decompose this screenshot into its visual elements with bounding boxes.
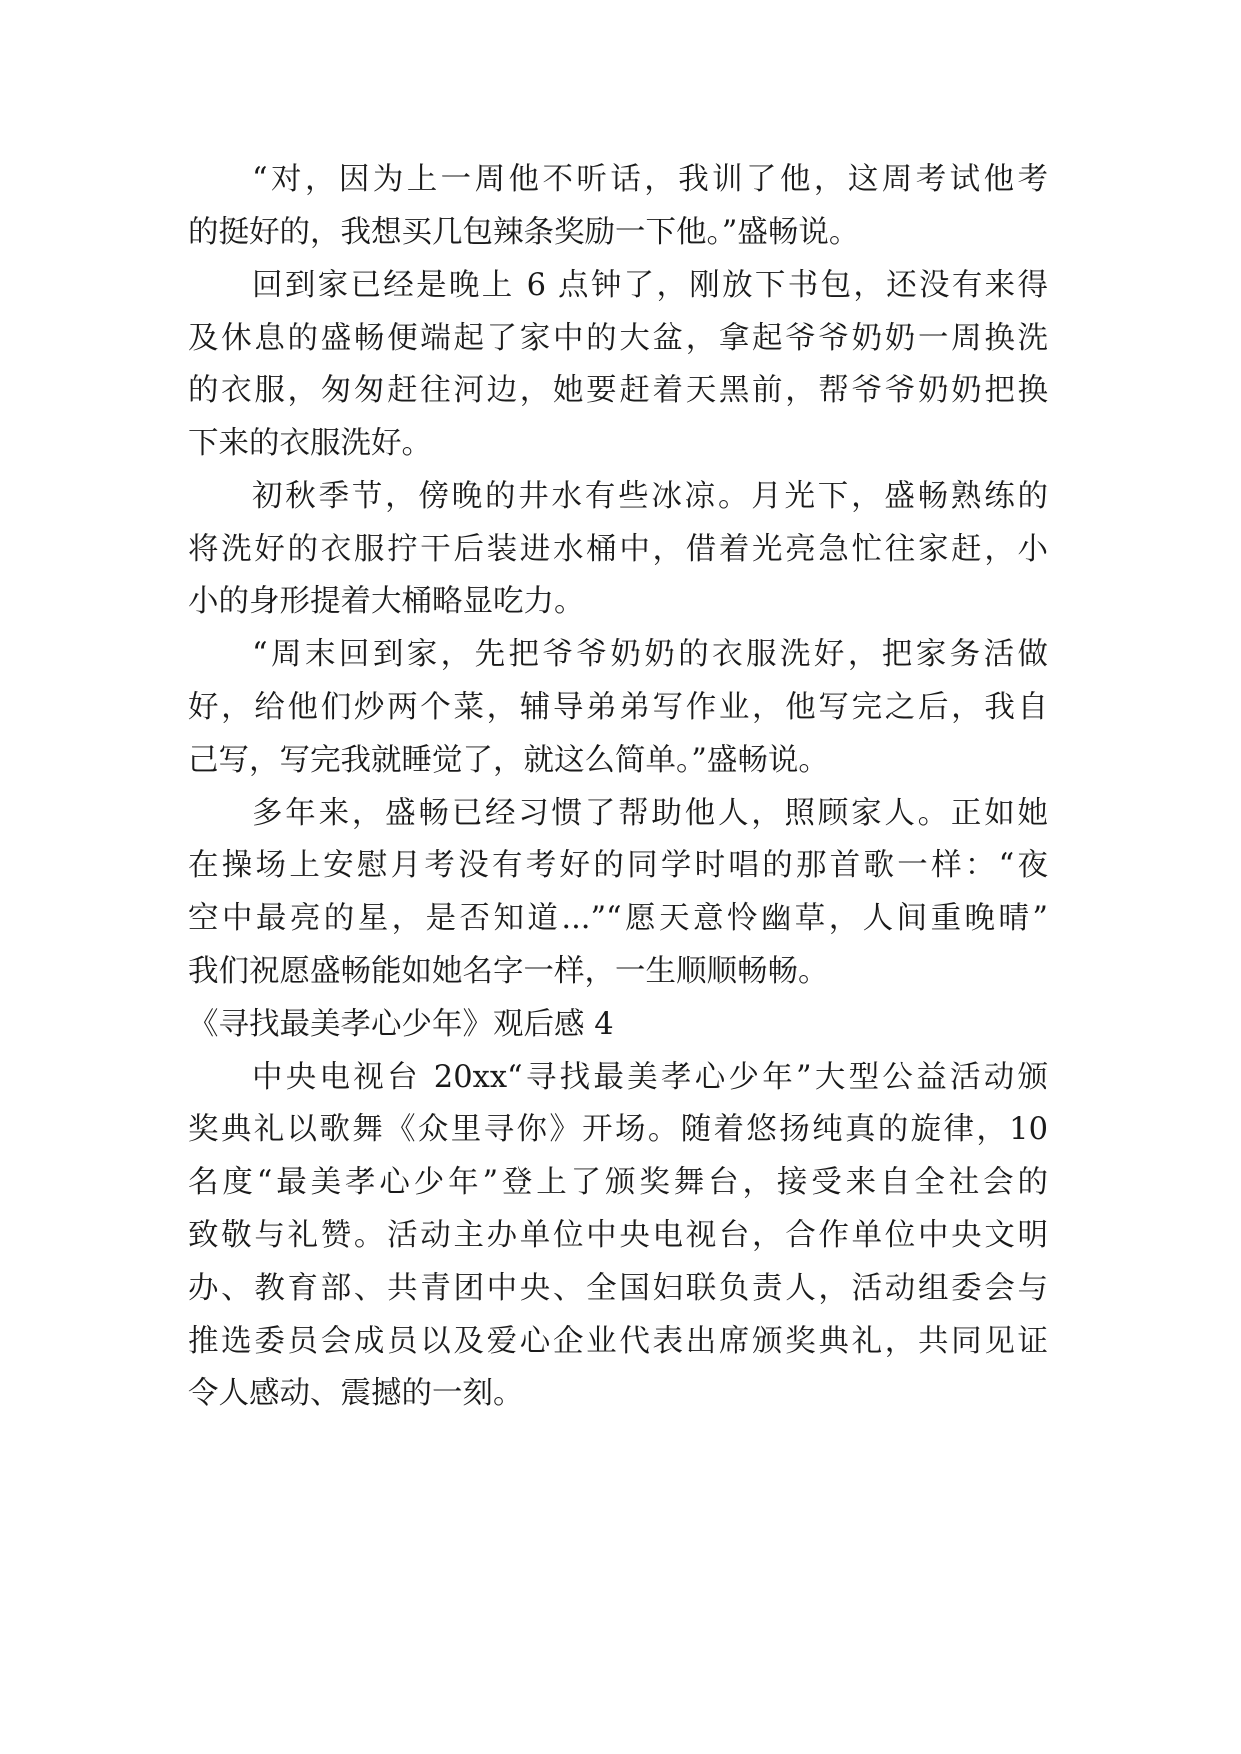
paragraph-line: “周末回到家，先把爷爷奶奶的衣服洗好，把家务活做	[252, 637, 1048, 672]
paragraph-line: 推选委员会成员以及爱心企业代表出席颁奖典礼，共同见证	[188, 1324, 1048, 1359]
paragraph-line: “对，因为上一周他不听话，我训了他，这周考试他考	[252, 162, 1048, 197]
paragraph-line: 奖典礼以歌舞《众里寻你》开场。随着悠扬纯真的旋律，10	[188, 1112, 1048, 1147]
paragraph-line: 名度“最美孝心少年”登上了颁奖舞台，接受来自全社会的	[188, 1165, 1048, 1200]
paragraph-line: 好，给他们炒两个菜，辅导弟弟写作业，他写完之后，我自	[188, 690, 1048, 725]
paragraph-line: 令人感动、震撼的一刻。	[188, 1376, 524, 1411]
paragraph-line: 己写，写完我就睡觉了，就这么简单。”盛畅说。	[188, 743, 829, 778]
paragraph-line: 多年来，盛畅已经习惯了帮助他人，照顾家人。正如她	[252, 796, 1048, 831]
paragraph-line: 将洗好的衣服拧干后装进水桶中，借着光亮急忙往家赶，小	[188, 532, 1048, 567]
section-heading: 《寻找最美孝心少年》观后感 4	[188, 1007, 614, 1042]
paragraph-line: 我们祝愿盛畅能如她名字一样，一生顺顺畅畅。	[188, 954, 829, 989]
paragraph-line: 在操场上安慰月考没有考好的同学时唱的那首歌一样：“夜	[188, 848, 1048, 883]
paragraph-line: 小的身形提着大桶略显吃力。	[188, 584, 585, 619]
paragraph-line: 办、教育部、共青团中央、全国妇联负责人，活动组委会与	[188, 1271, 1048, 1306]
paragraph-line: 的挺好的，我想买几包辣条奖励一下他。”盛畅说。	[188, 215, 860, 250]
paragraph-line: 致敬与礼赞。活动主办单位中央电视台，合作单位中央文明	[188, 1218, 1048, 1253]
paragraph-line: 的衣服，匆匆赶往河边，她要赶着天黑前，帮爷爷奶奶把换	[188, 373, 1048, 408]
paragraph-line: 空中最亮的星，是否知道...”“愿天意怜幽草，人间重晚晴”	[188, 901, 1048, 936]
paragraph-line: 及休息的盛畅便端起了家中的大盆，拿起爷爷奶奶一周换洗	[188, 321, 1048, 356]
paragraph-line: 中央电视台 20xx“寻找最美孝心少年”大型公益活动颁	[252, 1060, 1048, 1095]
paragraph-line: 下来的衣服洗好。	[188, 426, 432, 461]
paragraph-line: 初秋季节，傍晚的井水有些冰凉。月光下，盛畅熟练的	[252, 479, 1048, 514]
paragraph-line: 回到家已经是晚上 6 点钟了，刚放下书包，还没有来得	[252, 268, 1048, 303]
